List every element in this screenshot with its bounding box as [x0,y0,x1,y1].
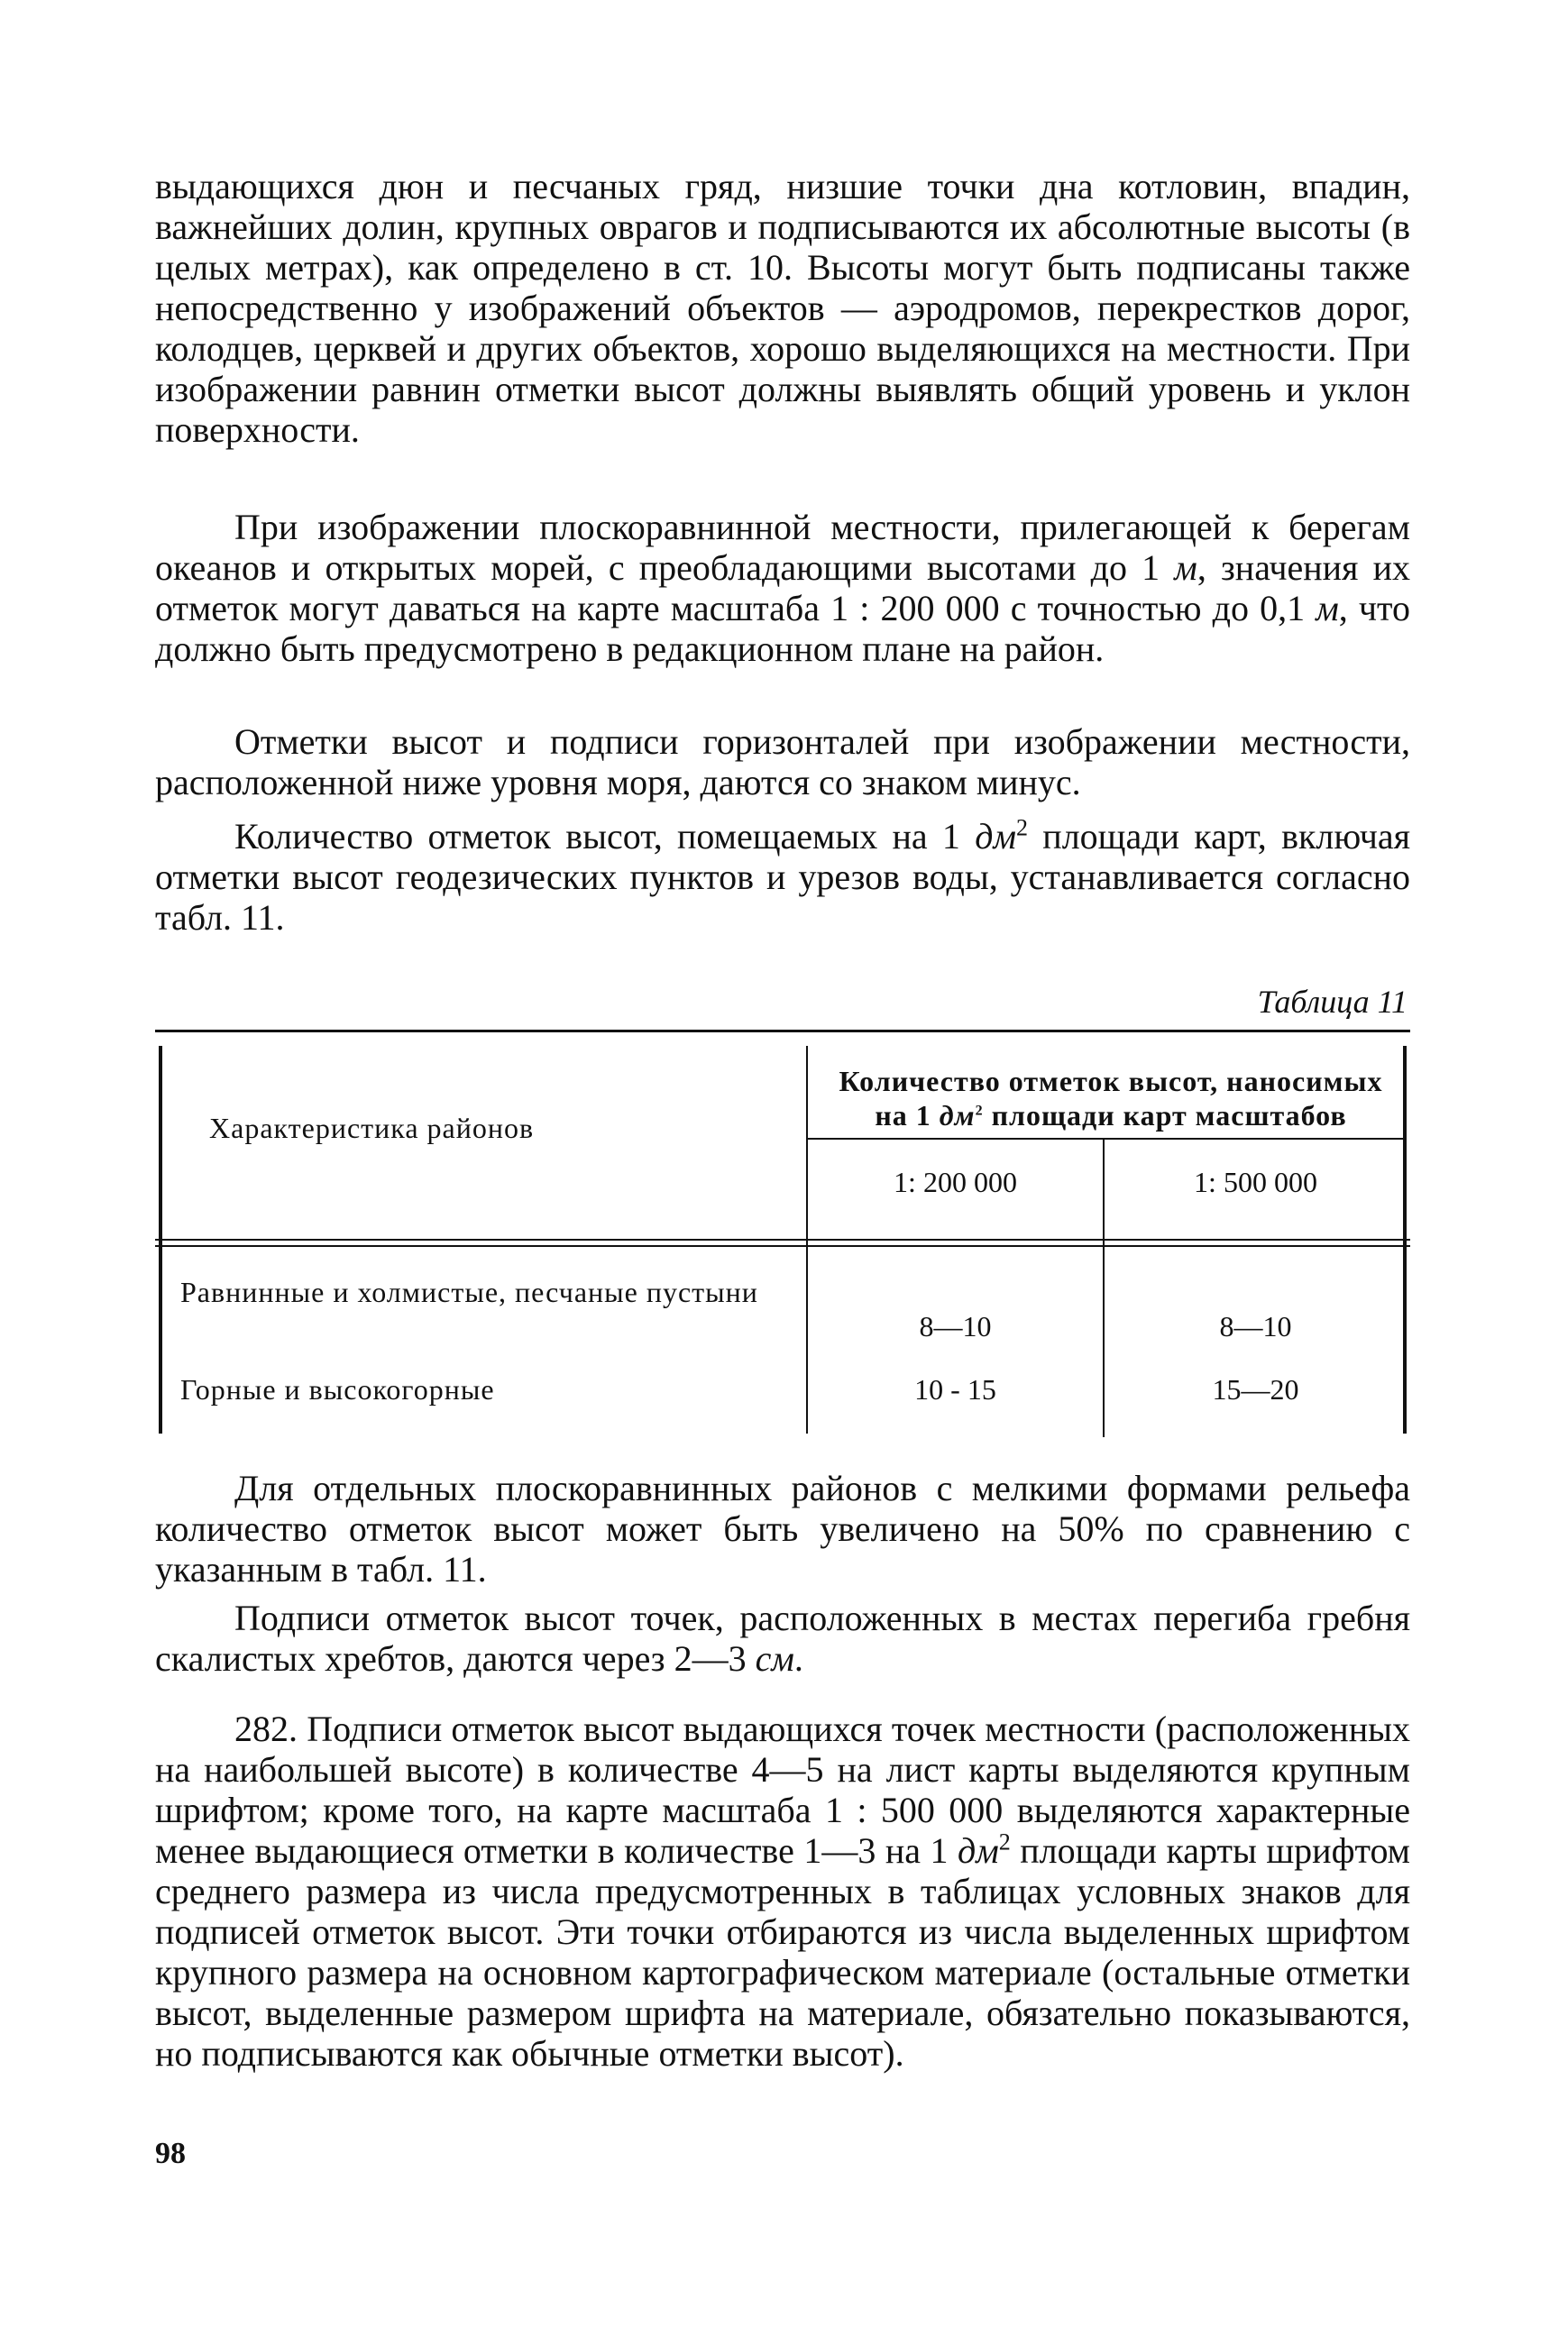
unit-meter: м [1316,588,1339,628]
row-1-name: Равнинные и холмистые, песчаные пустыни [180,1276,758,1308]
unit-dm: дм [958,1830,999,1871]
paragraph-4-text-a: Количество отметок высот, помещаемых на 1 [234,816,976,857]
header-characteristic: Характеристика районов [209,1112,535,1144]
paragraph-2-text-b: , значения их отметок могут даваться на карте масштаба 1 : 200 000 с точностью до 0,1 [155,547,1410,628]
table-top-rule [155,1030,1410,1032]
header-count-line-2-post: площади карт масштабов [983,1099,1347,1132]
paragraph-4 [155,816,1410,938]
unit-cm: см [755,1638,794,1679]
header-scale-500000: 1: 500 000 [1194,1166,1317,1198]
paragraph-1 [155,166,1410,450]
paragraph-7 [155,1709,1410,2074]
unit-dm: дм [975,816,1016,857]
table-caption: Таблица 11 [1257,984,1408,1020]
page-number: 98 [155,2137,186,2170]
table-subheader-rule [806,1138,1407,1140]
paragraph-4-text-b: площади карт, включая отметки высот геодезических пунктов и урезов воды, устанавливается согласно табл. 11. [155,816,1410,938]
header-scale-200000: 1: 200 000 [894,1166,1017,1198]
paragraph-3-text: Отметки высот и подписи горизонталей при изображении местности, расположенной ниже уровня моря, даются со знаком минус. [155,721,1410,802]
paragraph-7-text-b: площади карты шрифтом среднего размера из числа предусмотренных в таблицах условных знаков для подписей отметок высот. Эти точки отбираются из числа выделенных шрифтом крупного размера на основном картографическом материале (остальные отметки высот, выделенные размером шрифта на материале, обязательно показываются, но подписываются как обычные отметки высот). [155,1830,1410,2074]
row-2-value-500000: 15—20 [1212,1373,1299,1406]
elevation-marks-table [155,1030,1410,1434]
paragraph-2-text-a: При изображении плоскоравнинной местности, прилегающей к берегам океанов и открытых морей, с преобладающими высотами до 1 [155,507,1410,588]
paragraph-3 [155,721,1410,802]
header-count-line-2-pre: на 1 [875,1099,940,1132]
paragraph-5 [155,1468,1410,1590]
header-unit-exponent: 2 [975,1103,984,1119]
paragraph-7-text-a: 282. Подписи отметок высот выдающихся точек местности (расположенных на наибольшей высоте) в количестве 4—5 на лист карты выделяются крупным шрифтом; кроме того, на карте масштаба 1 : 500 000 выделяются характерные менее выдающиеся отметки в количестве 1—3 на 1 [155,1709,1410,1871]
unit-exponent: 2 [998,1828,1011,1856]
paragraph-6-text-b: . [793,1638,803,1679]
paragraph-2 [155,507,1410,669]
paragraph-2-text-c: , что должно быть предусмотрено в редакционном плане на район. [155,588,1410,669]
row-1-value-500000: 8—10 [1219,1310,1292,1343]
table-header-rule [155,1239,1410,1247]
paragraph-6 [155,1598,1410,1679]
row-2-name: Горные и высокогорные [180,1373,495,1406]
paragraph-6-text-a: Подписи отметок высот точек, расположенных в местах перегиба гребня скалистых хребтов, даются через 2—3 [155,1598,1410,1679]
paragraph-1-text: выдающихся дюн и песчаных гряд, низшие точки дна котловин, впадин, важнейших долин, крупных оврагов и подписываются их абсолютные высоты (в целых метрах), как определено в ст. 10. Высоты могут быть подписаны также непосредственно у изображений объектов — аэродромов, перекрестков дорог, колодцев, церквей и других объектов, хорошо выделяющихся на местности. При изображении равнин отметки высот должны выявлять общий уровень и уклон поверхности. [155,166,1410,450]
paragraph-5-text: Для отдельных плоскоравнинных районов с мелкими формами рельефа количество отметок высот может быть увеличено на 50% по сравнению с указанным в табл. 11. [155,1468,1410,1590]
header-count [813,1064,1408,1132]
row-1-value-200000: 8—10 [919,1310,992,1343]
unit-exponent: 2 [1016,814,1028,841]
unit-meter: м [1174,547,1197,588]
row-2-value-200000: 10 - 15 [914,1373,996,1406]
header-count-line-1: Количество отметок высот, наносимых [839,1065,1383,1097]
header-unit-dm: дм [939,1099,976,1132]
